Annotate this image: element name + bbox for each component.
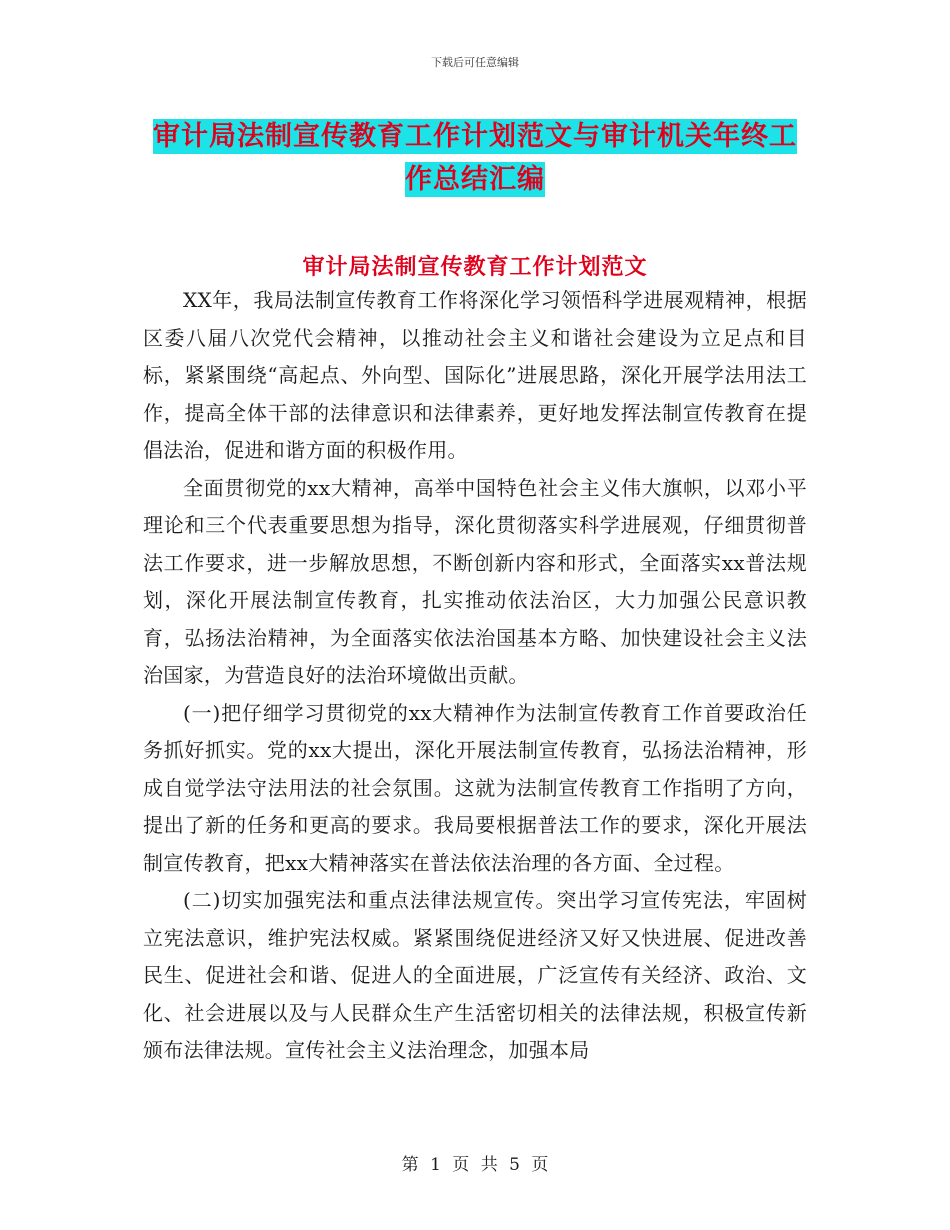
document-body <box>143 282 807 1070</box>
title-highlight-1: 审计局法制宣传教育工作计划范文与审计机关年终工 <box>153 121 797 152</box>
document-title-line-1 <box>0 114 950 153</box>
paragraph-4: (二)切实加强宪法和重点法律法规宣传。突出学习宣传宪法，牢固树立宪法意识，维护宪法权威。紧紧围绕促进经济又好又快进展、促进改善民生、促进社会和谐、促进人的全面进展，广泛宣传有关经济、政治、文化、社会进展以及与人民群众生产生活密切相关的法律法规，积极宣传新颁布法律法规。宣传社会主义法治理念，加强本局 <box>143 888 807 1062</box>
section-subtitle: 审计局法制宣传教育工作计划范文 <box>302 255 648 280</box>
paragraph-3: (一)把仔细学习贯彻党的xx大精神作为法制宣传教育工作首要政治任务抓好抓实。党的xx大提出，深化开展法制宣传教育，弘扬法治精神，形成自觉学法守法用法的社会氛围。这就为法制宣传教育工作指明了方向，提出了新的任务和更高的要求。我局要根据普法工作的要求，深化开展法制宣传教育，把xx大精神落实在普法依法治理的各方面、全过程。 <box>143 700 807 875</box>
title-highlight-2: 作总结汇编 <box>405 164 545 195</box>
paragraph-2: 全面贯彻党的xx大精神，高举中国特色社会主义伟大旗帜，以邓小平理论和三个代表重要思想为指导，深化贯彻落实科学进展观，仔细贯彻普法工作要求，进一步解放思想，不断创新内容和形式，全面落实xx普法规划，深化开展法制宣传教育，扎实推动依法治区，大力加强公民意识教育，弘扬法治精神，为全面落实依法治国基本方略、加快建设社会主义法治国家，为营造良好的法治环境做出贡献。 <box>143 475 807 687</box>
page-header-note: 下载后可任意编辑 <box>431 56 519 69</box>
page-footer-page-number: 第 1 页 共 5 页 <box>401 1155 549 1175</box>
paragraph-1: XX年，我局法制宣传教育工作将深化学习领悟科学进展观精神，根据区委八届八次党代会精神，以推动社会主义和谐社会建设为立足点和目标，紧紧围绕“高起点、外向型、国际化”进展思路，深化开展学法用法工作，提高全体干部的法律意识和法律素养，更好地发挥法制宣传教育在提倡法治，促进和谐方面的积极作用。 <box>143 288 807 462</box>
document-title-line-2 <box>0 157 950 196</box>
